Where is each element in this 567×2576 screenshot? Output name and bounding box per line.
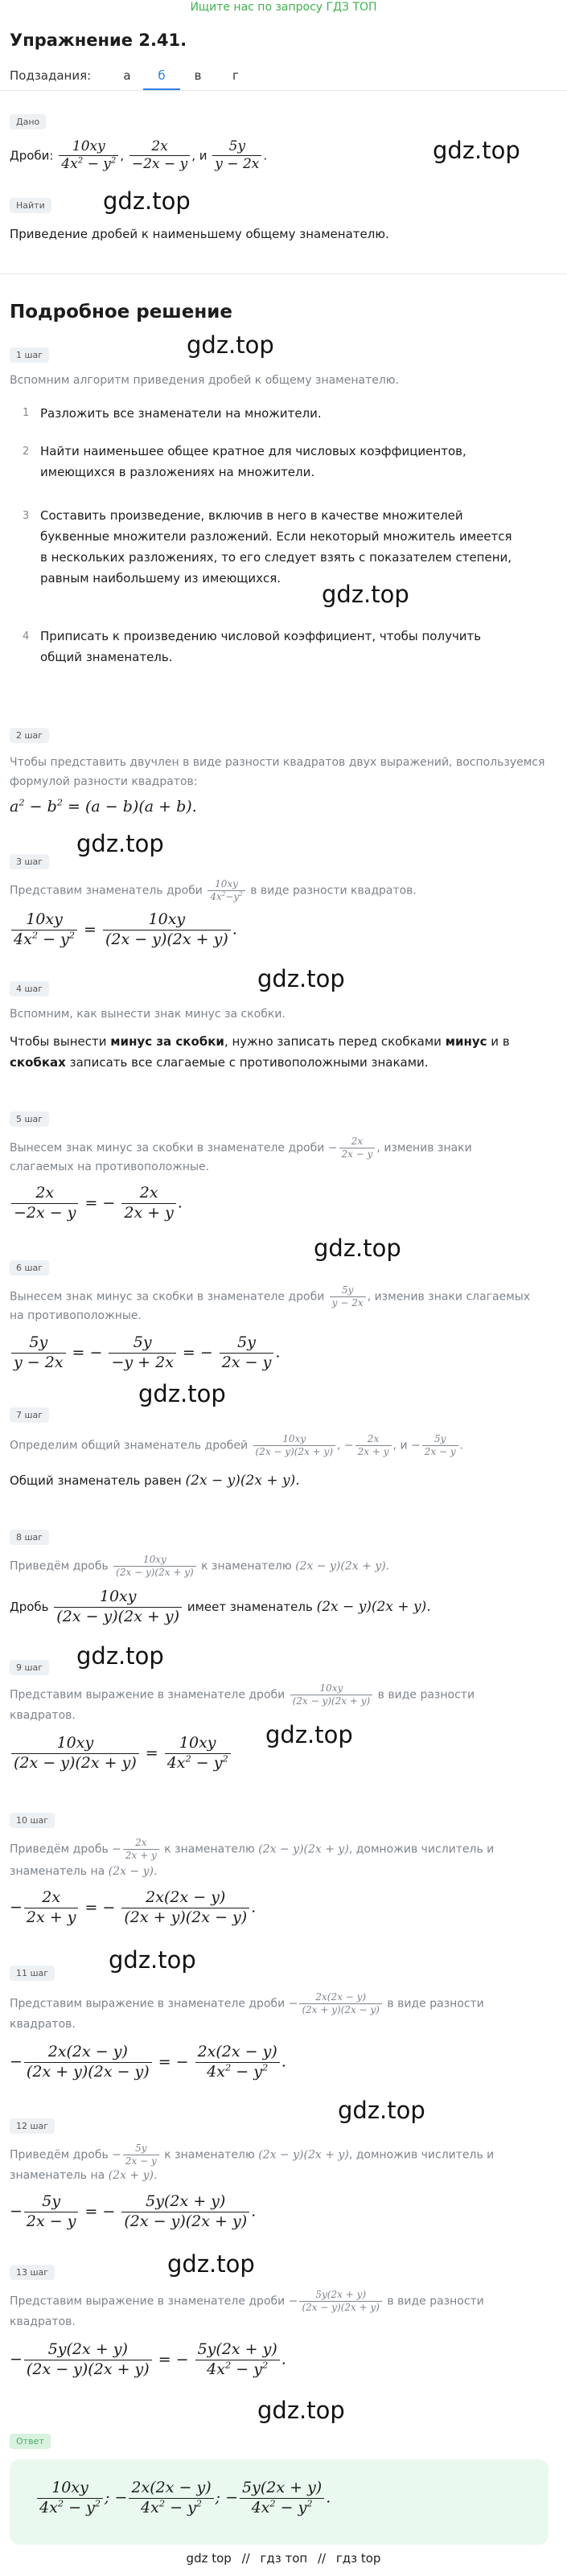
step-text-part: Вынесем знак минус за скобки в знаменателе дроби — [10, 1141, 325, 1155]
subtabs-label: Подзадания: — [10, 68, 92, 83]
list-number: 4 — [23, 631, 30, 643]
list-number: 1 — [23, 407, 30, 419]
watermark: gdz.top — [76, 830, 164, 857]
subtab-g[interactable]: г — [232, 68, 239, 83]
page-title: Упражнение 2.41. — [10, 31, 187, 50]
step-text-part: в виде разности — [387, 1997, 484, 2011]
step-text-part: знаменатель на — [10, 2169, 105, 2182]
step-label: 8 шаг — [10, 1530, 49, 1545]
watermark: gdz.top — [433, 137, 520, 164]
equation-step11: − $\frac{2x(2x - y)}{(2x + y)(2x - y)}$ = − $\frac{2x(2x - y)}{4x^2 - y^2}$ . — [10, 2043, 286, 2081]
watermark: gdz.top — [257, 965, 345, 992]
watermark: gdz.top — [138, 1380, 226, 1407]
step-text: Приведём дробь − $\frac{2x}{2x + y}$ к знаменателю (2x − y)(2x + y), домножив числитель и — [10, 1837, 495, 1861]
given-sep: , и — [191, 148, 207, 163]
subtab-a[interactable]: а — [123, 68, 131, 83]
equation-step10: − $\frac{2x}{2x + y}$ = − $\frac{2x(2x - y)}{(2x + y)(2x - y)}$ . — [10, 1888, 257, 1926]
equation-step5: $\frac{2x}{-2x - y}$ = − $\frac{2x}{2x + y}$ . — [10, 1184, 183, 1223]
list-item: Составить произведение, включив в него в качестве множителей — [40, 508, 463, 523]
list-item: Разложить все знаменатели на множители. — [40, 406, 322, 421]
watermark: gdz.top — [322, 581, 409, 608]
step-label: 5 шаг — [10, 1111, 49, 1127]
step-text-part: , домножив числитель и — [348, 1843, 495, 1856]
answer-label: Ответ — [10, 2434, 51, 2449]
bottom-links — [0, 2551, 567, 2566]
step-text-part: Представим выражение в знаменателе дроби — [10, 2295, 286, 2308]
step-text-part: Представим выражение в знаменателе дроби — [10, 1997, 286, 2011]
step-label: 9 шаг — [10, 1660, 49, 1675]
equation-step13: − $\frac{5y(2x + y)}{(2x - y)(2x + y)}$ = − $\frac{5y(2x + y)}{4x^2 - y^2}$ . — [10, 2340, 286, 2378]
step-text: Представим выражение в знаменателе дроби − $\frac{5y(2x + y)}{(2x - y)(2x + y)}$ в виде разности — [10, 2289, 484, 2313]
step-text-part: Определим общий знаменатель дробей — [10, 1439, 249, 1452]
step-text: квадратов. — [10, 1709, 76, 1722]
step-text-part: , — [337, 1439, 341, 1452]
step-text-part: Дробь — [10, 1599, 49, 1614]
watermark: gdz.top — [187, 331, 274, 359]
step-label: 6 шаг — [10, 1260, 49, 1276]
top-banner[interactable]: Ищите нас по запросу ГДЗ ТОП — [190, 1, 377, 14]
given-sep: . — [263, 148, 268, 163]
given-fractions: Дроби: $\frac{10xy}{4x^2 - y^2}$ , $\frac{2x}{-2x - y}$ , и $\frac{5y}{y - 2x}$ . — [10, 138, 268, 173]
step-label: 11 шаг — [10, 1966, 55, 1981]
rule-bold: минус за скобки — [110, 1034, 224, 1049]
step-text-part: к знаменателю — [164, 1843, 255, 1856]
step-text: слагаемых на противоположные. — [10, 1161, 210, 1173]
step-label: 7 шаг — [10, 1407, 49, 1423]
step-text-part: Общий знаменатель равен — [10, 1473, 182, 1488]
subtab-b[interactable]: б — [158, 68, 166, 83]
step-intro: Вспомним алгоритм приведения дробей к общему знаменателю. — [10, 374, 400, 387]
rule-part: записать все слагаемые с противоположными знаками. — [69, 1055, 429, 1070]
step-intro: Вспомним, как вынести знак минус за скобки. — [10, 1008, 286, 1021]
watermark: gdz.top — [257, 2397, 345, 2424]
find-text: Приведение дробей к наименьшему общему знаменателю. — [10, 227, 389, 241]
subtab-v[interactable]: в — [194, 68, 202, 83]
given-lead: Дроби: — [10, 148, 54, 163]
divider — [0, 273, 567, 274]
equation-step12: − $\frac{5y}{2x - y}$ = − $\frac{5y(2x + y)}{(2x - y)(2x + y)}$ . — [10, 2192, 257, 2230]
step-text-part: Вынесем знак минус за скобки в знаменателе дроби — [10, 1290, 325, 1304]
step-text-part: Приведём дробь — [10, 1559, 109, 1573]
list-number: 2 — [23, 446, 30, 458]
step-text-part: в виде разности — [387, 2295, 484, 2308]
watermark: gdz.top — [167, 2250, 255, 2278]
step-label: 2 шаг — [10, 728, 49, 743]
list-item: общий знаменатель. — [40, 650, 173, 664]
step-text: квадратов. — [10, 2315, 76, 2328]
step8-statement: Дробь $\frac{10xy}{(2x - y)(2x + y)}$ имеет знаменатель (2x − y)(2x + y). — [10, 1588, 431, 1625]
footer-link[interactable]: gdz top — [186, 2551, 232, 2566]
step-text-part: Представим знаменатель дроби — [10, 884, 203, 898]
step-text: Приведём дробь − $\frac{5y}{2x - y}$ к знаменателю (2x − y)(2x + y), домножив числитель и — [10, 2143, 495, 2167]
step-text-part: Приведём дробь — [10, 1843, 109, 1856]
step-text-part: , изменив знаки — [376, 1141, 472, 1155]
rule-text — [10, 1033, 510, 1050]
step-text-part: к знаменателю — [164, 2148, 255, 2162]
footer-separator: // — [241, 2551, 250, 2566]
equation-step3: $\frac{10xy}{4x^2 - y^2}$ = $\frac{10xy}{(2x - y)(2x + y)}$ . — [10, 910, 237, 950]
step-label: 3 шаг — [10, 854, 49, 869]
step-text: Представим выражение в знаменателе дроби $\frac{10xy}{(2x - y)(2x + y)}$ в виде разности — [10, 1682, 475, 1707]
step-text: формулой разности квадратов: — [10, 775, 198, 788]
step-text: на противоположные. — [10, 1309, 142, 1322]
step-label: 12 шаг — [10, 2118, 55, 2134]
solution-title: Подробное решение — [10, 302, 232, 323]
step-label: 13 шаг — [10, 2265, 55, 2280]
rule-bold: скобках — [10, 1055, 66, 1070]
step-text-part: Представим выражение в знаменателе дроби — [10, 1688, 286, 1702]
rule-part: , нужно записать перед скобками — [224, 1034, 442, 1049]
given-label: Дано — [10, 114, 46, 129]
step-text: Определим общий знаменатель дробей $\frac{10xy}{(2x - y)(2x + y)}$ , − $\frac{2x}{2x + y}$ , и − $\frac{5y}{2x - y}$ . — [10, 1433, 464, 1457]
given-sep: , — [120, 148, 125, 163]
rule-part: и в — [491, 1034, 510, 1049]
list-item: имеющихся в разложениях на множители. — [40, 465, 315, 479]
step-text: Вынесем знак минус за скобки в знаменателе дроби − $\frac{2x}{2x - y}$ , изменив знаки — [10, 1136, 472, 1160]
list-number: 3 — [23, 510, 30, 522]
rule-bold: минус — [445, 1034, 487, 1049]
list-item: буквенные множители разложений. Если некоторый множитель имеется — [40, 529, 512, 544]
rule-part: Чтобы вынести — [10, 1034, 107, 1049]
divider — [0, 90, 567, 91]
step-text: знаменатель на (2x − y). — [10, 1865, 158, 1878]
watermark: gdz.top — [265, 1721, 353, 1748]
list-item: Приписать к произведению числовой коэффициент, чтобы получить — [40, 629, 482, 643]
step-text-part: имеет знаменатель — [187, 1599, 313, 1614]
watermark: gdz.top — [109, 1946, 196, 1974]
step-text: Вынесем знак минус за скобки в знаменателе дроби $\frac{5y}{y - 2x}$ , изменив знаки слагаемых — [10, 1284, 531, 1309]
step-text: Представим выражение в знаменателе дроби − $\frac{2x(2x - y)}{(2x + y)(2x - y)}$ в виде разности — [10, 1991, 484, 2015]
answer-fractions: $\frac{10xy}{4x^2 - y^2}$ ; − $\frac{2x(2x - y)}{4x^2 - y^2}$ ; − $\frac{5y(2x + y)}{4x^2 - y^2}$ . — [35, 2479, 331, 2518]
step-text-part: , и — [392, 1439, 408, 1452]
step-text-part: в виде разности квадратов. — [250, 884, 417, 898]
formula-diff-squares: $a^2 - b^2 = (a - b)(a + b)$. — [10, 796, 197, 816]
watermark: gdz.top — [314, 1235, 401, 1262]
step-text-part: в виде разности — [377, 1688, 475, 1702]
step-label: 4 шаг — [10, 981, 49, 996]
step-label: 1 шаг — [10, 347, 49, 363]
footer-link[interactable]: гдз top — [335, 2551, 381, 2566]
list-item: Найти наименьшее общее кратное для числовых коэффициентов, — [40, 444, 466, 458]
step-text: знаменатель на (2x + y). — [10, 2169, 158, 2182]
equation-step9: $\frac{10xy}{(2x - y)(2x + y)}$ = $\frac{10xy}{4x^2 - y^2}$ — [10, 1734, 232, 1773]
step-text: Чтобы представить двучлен в виде разности квадратов двух выражений, воспользуемся — [10, 756, 545, 769]
step-text-part: к знаменателю — [201, 1559, 292, 1573]
step-text-part: , изменив знаки слагаемых — [367, 1290, 531, 1304]
list-item: равным наибольшему из имеющихся. — [40, 571, 281, 585]
list-item: в нескольких разложениях, то его следует взять с показателем степени, — [40, 550, 512, 565]
common-denominator: Общий знаменатель равен (2x − y)(2x + y). — [10, 1473, 300, 1489]
step-text-part: Приведём дробь — [10, 2148, 109, 2162]
step-text: Представим знаменатель дроби $\frac{10xy}{4x^2-y^2}$ в виде разности квадратов. — [10, 878, 417, 902]
rule-text — [10, 1054, 429, 1071]
watermark: gdz.top — [76, 1642, 164, 1670]
watermark: gdz.top — [338, 2097, 425, 2124]
watermark: gdz.top — [103, 187, 191, 215]
equation-step6: $\frac{5y}{y - 2x}$ = − $\frac{5y}{-y + 2x}$ = − $\frac{5y}{2x - y}$ . — [10, 1333, 280, 1373]
footer-link[interactable]: гдз топ — [260, 2551, 308, 2566]
step-text-part: . — [459, 1439, 464, 1452]
step-text-part: знаменатель на — [10, 1865, 105, 1878]
step-text: Приведём дробь $\frac{10xy}{(2x - y)(2x + y)}$ к знаменателю (2x − y)(2x + y). — [10, 1554, 390, 1578]
step-text-part: , домножив числитель и — [348, 2148, 495, 2162]
footer-separator: // — [317, 2551, 327, 2566]
step-label: 10 шаг — [10, 1813, 55, 1828]
step-text: квадратов. — [10, 2018, 76, 2031]
find-label: Найти — [10, 198, 51, 213]
